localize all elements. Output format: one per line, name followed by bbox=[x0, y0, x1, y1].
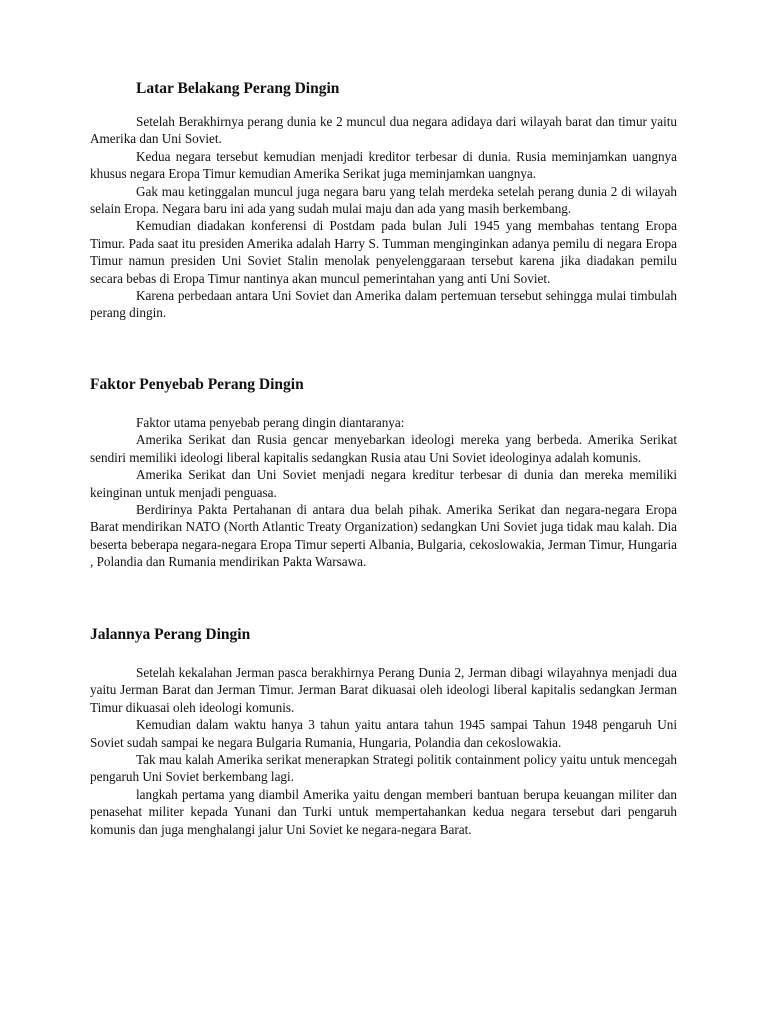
paragraph: Amerika Serikat dan Rusia gencar menyebarkan ideologi mereka yang berbeda. Amerika Serikat sendiri memiliki ideologi liberal kapitalis sedangkan Rusia atau Uni Soviet ideologinya adalah komunis. bbox=[90, 432, 677, 465]
section-heading: Jalannya Perang Dingin bbox=[90, 626, 251, 643]
paragraph: Berdirinya Pakta Pertahanan di antara dua belah pihak. Amerika Serikat dan negara-negara Eropa Barat mendirikan NATO (North Atlantic Treaty Organization) sedangkan Uni Soviet juga tidak mau kalah. Dia beserta beberapa negara-negara Eropa Timur seperti Albania, Bulgaria, cekoslowakia, Jerman Timur, Hungaria , Polandia dan Rumania mendirikan Pakta Warsawa. bbox=[90, 502, 677, 570]
paragraph: Karena perbedaan antara Uni Soviet dan Amerika dalam pertemuan tersebut sehingga mulai timbulah perang dingin. bbox=[90, 288, 677, 321]
section-heading: Faktor Penyebab Perang Dingin bbox=[90, 376, 304, 393]
section-body bbox=[90, 414, 677, 571]
paragraph: langkah pertama yang diambil Amerika yaitu dengan memberi bantuan berupa keuangan militer dan penasehat militer kepada Yunani dan Turki untuk mempertahankan kedua negara tersebut dari pengaruh komunis dan juga menghalangi jalur Uni Soviet ke negara-negara Barat. bbox=[90, 786, 677, 837]
paragraph: Setelah Berakhirnya perang dunia ke 2 muncul dua negara adidaya dari wilayah barat dan timur yaitu Amerika dan Uni Soviet. bbox=[90, 114, 677, 147]
section-body bbox=[90, 664, 677, 838]
section-jalannya bbox=[90, 625, 677, 838]
paragraph: Faktor utama penyebab perang dingin diantaranya: bbox=[136, 415, 405, 430]
section-body bbox=[90, 113, 677, 322]
paragraph: Kemudian dalam waktu hanya 3 tahun yaitu antara tahun 1945 sampai Tahun 1948 pengaruh Uni Soviet sudah sampai ke negara Bulgaria Rumania, Hungaria, Polandia dan cekoslowakia. bbox=[90, 717, 677, 750]
section-faktor-penyebab bbox=[90, 375, 677, 571]
paragraph: Kedua negara tersebut kemudian menjadi kreditor terbesar di dunia. Rusia meminjamkan uangnya khusus negara Eropa Timur kemudian Amerika Serikat juga meminjamkan uangnya. bbox=[90, 148, 677, 182]
paragraph: Tak mau kalah Amerika serikat menerapkan Strategi politik containment policy yaitu untuk mencegah pengaruh Uni Soviet berkembang lagi. bbox=[90, 752, 677, 785]
paragraph: Gak mau ketinggalan muncul juga negara baru yang telah merdeka setelah perang dunia 2 di wilayah selain Eropa. Negara baru ini ada yang sudah mulai maju dan ada yang masih berkembang. bbox=[90, 183, 677, 217]
paragraph: Setelah kekalahan Jerman pasca berakhirnya Perang Dunia 2, Jerman dibagi wilayahnya menjadi dua yaitu Jerman Barat dan Jerman Timur. Jerman Barat dikuasai oleh ideologi liberal kapitalis sedangkan Jerman Timur dikuasai oleh ideologi komunis. bbox=[90, 665, 677, 715]
section-heading: Latar Belakang Perang Dingin bbox=[136, 80, 340, 97]
section-latar-belakang bbox=[90, 79, 677, 322]
paragraph: Amerika Serikat dan Uni Soviet menjadi negara kreditur terbesar di dunia dan mereka memiliki keinginan untuk menjadi penguasa. bbox=[90, 467, 677, 500]
paragraph: Kemudian diadakan konferensi di Postdam pada bulan Juli 1945 yang membahas tentang Eropa Timur. Pada saat itu presiden Amerika adalah Harry S. Tumman menginginkan adanya pemilu di negara Eropa Timur namun presiden Uni Soviet Stalin menolak penyelenggaraan tersebut karena jika diadakan pemilu secara bebas di Eropa Timur nantinya akan muncul pemerintahan yang anti Uni Soviet. bbox=[90, 218, 677, 286]
